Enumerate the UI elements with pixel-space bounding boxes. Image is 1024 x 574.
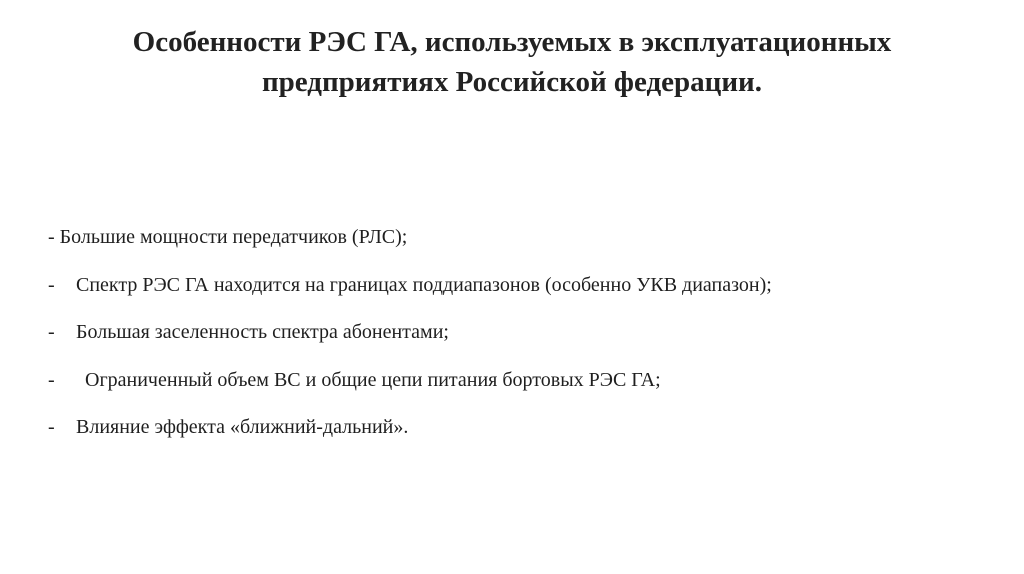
- bullet-text: Влияние эффекта «ближний-дальний».: [76, 416, 409, 438]
- title-line-1: Особенности РЭС ГА, используемых в эксплуатационных: [132, 26, 892, 58]
- bullet-text: Большие мощности передатчиков (РЛС);: [59, 226, 408, 248]
- bullet-item: [48, 317, 1008, 347]
- bullet-item: [48, 365, 1008, 395]
- bullet-marker: -: [48, 273, 55, 296]
- bullet-text: Спектр РЭС ГА находится на границах поддиапазонов (особенно УКВ диапазон);: [76, 273, 772, 296]
- title-line-2: предприятиях Российской федерации.: [261, 66, 763, 98]
- bullet-marker: -: [48, 368, 55, 391]
- bullet-text: Большая заселенность спектра абонентами;: [76, 321, 449, 343]
- bullet-item: [48, 270, 1008, 300]
- bullet-list: [48, 222, 1008, 442]
- bullet-marker: -: [48, 226, 60, 248]
- bullet-text: Ограниченный объем ВС и общие цепи питания бортовых РЭС ГА;: [85, 368, 661, 391]
- bullet-marker: -: [48, 416, 55, 438]
- bullet-item: [48, 412, 1008, 442]
- bullet-item: [48, 222, 1008, 252]
- slide-title: [40, 22, 984, 102]
- bullet-marker: -: [48, 321, 55, 343]
